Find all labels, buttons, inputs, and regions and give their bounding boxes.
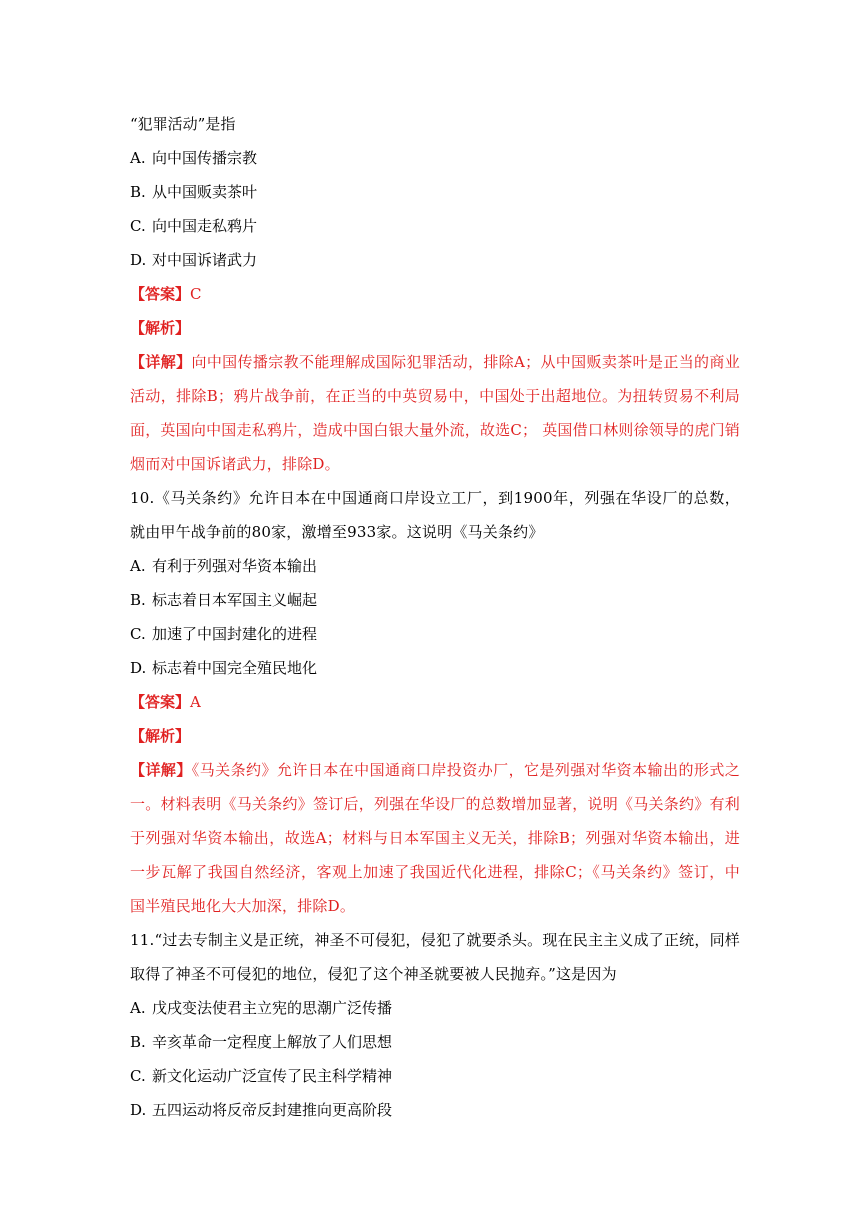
option-text: 向中国传播宗教 bbox=[152, 149, 258, 167]
option-letter: D. bbox=[130, 1101, 147, 1119]
option-letter: C. bbox=[130, 625, 146, 643]
answer-value: C bbox=[190, 285, 202, 303]
analysis-label: 【解析】 bbox=[130, 319, 191, 337]
q10-option-c bbox=[130, 617, 740, 651]
option-text: 新文化运动广泛宣传了民主科学精神 bbox=[152, 1067, 393, 1085]
option-letter: B. bbox=[130, 1033, 146, 1051]
q9-option-a bbox=[130, 141, 740, 175]
q9-option-c bbox=[130, 209, 740, 243]
option-text: 戊戌变法使君主立宪的思潮广泛传播 bbox=[152, 999, 393, 1017]
option-letter: A. bbox=[130, 149, 146, 167]
option-letter: A. bbox=[130, 999, 146, 1017]
q10-answer bbox=[130, 685, 740, 719]
option-text: 从中国贩卖茶叶 bbox=[152, 183, 258, 201]
option-letter: B. bbox=[130, 183, 146, 201]
option-letter: D. bbox=[130, 659, 147, 677]
q10-stem: 10.《马关条约》允许日本在中国通商口岸设立工厂，到1900年，列强在华设厂的总数，就由甲午战争前的80家，激增至933家。这说明《马关条约》 bbox=[130, 489, 740, 541]
q10-option-d bbox=[130, 651, 740, 685]
q11-stem: 11.“过去专制主义是正统，神圣不可侵犯，侵犯了就要杀头。现在民主主义成了正统，同样取得了神圣不可侵犯的地位，侵犯了这个神圣就要被人民抛弃。”这是因为 bbox=[130, 931, 740, 983]
q9-analysis-heading bbox=[130, 311, 740, 345]
q9-detail bbox=[130, 345, 740, 481]
option-letter: C. bbox=[130, 217, 146, 235]
option-text: 向中国走私鸦片 bbox=[152, 217, 258, 235]
option-text: 有利于列强对华资本输出 bbox=[152, 557, 318, 575]
option-letter: C. bbox=[130, 1067, 146, 1085]
option-letter: D. bbox=[130, 251, 147, 269]
detail-text: 《马关条约》允许日本在中国通商口岸投资办厂，它是列强对华资本输出的形式之一。材料表明《马关条约》签订后，列强在华设厂的总数增加显著，说明《马关条约》有利于列强对华资本输出，故选A；材料与日本军国主义无关，排除B；列强对华资本输出，进一步瓦解了我国自然经济，客观上加速了我国近代化进程，排除C；《马关条约》签订，中国半殖民地化大大加深，排除D。 bbox=[130, 761, 741, 915]
detail-label: 【详解】 bbox=[130, 353, 192, 371]
option-letter: B. bbox=[130, 591, 146, 609]
q11-option-a bbox=[130, 991, 740, 1025]
option-text: 标志着中国完全殖民地化 bbox=[152, 659, 318, 677]
q10-option-b bbox=[130, 583, 740, 617]
q10-option-a bbox=[130, 549, 740, 583]
q11-option-b bbox=[130, 1025, 740, 1059]
option-text: 辛亥革命一定程度上解放了人们思想 bbox=[152, 1033, 393, 1051]
option-text: 对中国诉诸武力 bbox=[152, 251, 258, 269]
document-page bbox=[130, 107, 740, 1127]
q10-analysis-heading bbox=[130, 719, 740, 753]
q10-detail bbox=[130, 753, 740, 923]
detail-text: 向中国传播宗教不能理解成国际犯罪活动，排除A；从中国贩卖茶叶是正当的商业活动，排除B；鸦片战争前，在正当的中英贸易中，中国处于出超地位。为扭转贸易不利局面，英国向中国走私鸦片，造成中国白银大量外流，故选C； 英国借口林则徐领导的虎门销烟而对中国诉诸武力，排除D。 bbox=[130, 353, 740, 473]
option-letter: A. bbox=[130, 557, 146, 575]
q11-option-d bbox=[130, 1093, 740, 1127]
option-text: 五四运动将反帝反封建推向更高阶段 bbox=[152, 1101, 393, 1119]
option-text: 加速了中国封建化的进程 bbox=[152, 625, 318, 643]
answer-value: A bbox=[190, 693, 201, 711]
q9-stem-tail: “犯罪活动”是指 bbox=[130, 115, 236, 133]
answer-label: 【答案】 bbox=[130, 285, 191, 303]
option-text: 标志着日本军国主义崛起 bbox=[152, 591, 318, 609]
analysis-label: 【解析】 bbox=[130, 727, 191, 745]
q9-option-d bbox=[130, 243, 740, 277]
q9-answer bbox=[130, 277, 740, 311]
detail-label: 【详解】 bbox=[130, 761, 192, 779]
q9-option-b bbox=[130, 175, 740, 209]
q11-option-c bbox=[130, 1059, 740, 1093]
answer-label: 【答案】 bbox=[130, 693, 191, 711]
